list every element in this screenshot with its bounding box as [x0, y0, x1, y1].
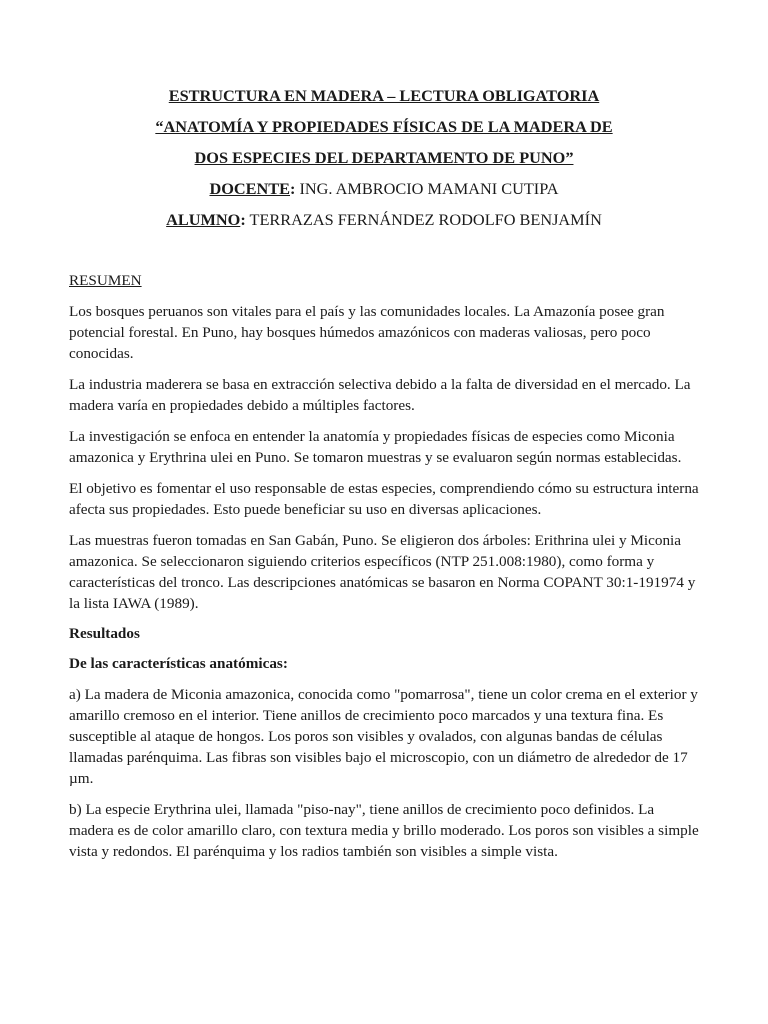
alumno-colon: :: [240, 210, 246, 229]
resultados-heading: Resultados: [69, 625, 140, 642]
document-page: [69, 86, 699, 872]
resumen-paragraph-1: Los bosques peruanos son vitales para el país y las comunidades locales. La Amazonía posee gran potencial forestal. En Puno, hay bosques húmedos amazónicos con maderas valiosas, pero poco conocidas.: [69, 303, 665, 362]
resumen-paragraph-5: Las muestras fueron tomadas en San Gabán, Puno. Se eligieron dos árboles: Erithrina ulei y Miconia amazonica. Se seleccionaron siguiendo criterios específicos (NTP 251.008:1980), como forma y características del tronco. Las descripciones anatómicas se basaron en Norma COPANT 30:1-191974 y la lista IAWA (1989).: [69, 532, 696, 612]
document-title-line-2-text: DOS ESPECIES DEL DEPARTAMENTO DE PUNO”: [194, 148, 574, 167]
docente-label: DOCENTE: [209, 179, 290, 198]
resumen-heading: RESUMEN: [69, 272, 142, 289]
docente-line: [69, 179, 699, 199]
docente-value: ING. AMBROCIO MAMANI CUTIPA: [295, 179, 559, 198]
spacer: [69, 241, 699, 271]
resumen-paragraph-4: El objetivo es fomentar el uso responsable de estas especies, comprendiendo cómo su estructura interna afecta sus propiedades. Esto puede beneficiar su uso en diversas aplicaciones.: [69, 480, 699, 518]
document-title-line-1-text: “ANATOMÍA Y PROPIEDADES FÍSICAS DE LA MADERA DE: [155, 117, 613, 136]
docente-colon: :: [290, 179, 296, 198]
resultados-paragraph-b: b) La especie Erythrina ulei, llamada "piso-nay", tiene anillos de crecimiento poco definidos. La madera es de color amarillo claro, con textura media y brillo moderado. Los poros son visibles a simple vista y redondos. El parénquima y los radios también son visibles a simple vista.: [69, 801, 699, 860]
anatomicas-subheading: De las características anatómicas:: [69, 655, 288, 672]
alumno-label: ALUMNO: [166, 210, 241, 229]
course-title: ESTRUCTURA EN MADERA – LECTURA OBLIGATORIA: [168, 86, 600, 105]
alumno-line: [69, 210, 699, 230]
resumen-paragraph-3: La investigación se enfoca en entender la anatomía y propiedades físicas de especies como Miconia amazonica y Erythrina ulei en Puno. Se tomaron muestras y se evaluaron según normas establecidas.: [69, 428, 682, 466]
resultados-paragraph-a: a) La madera de Miconia amazonica, conocida como "pomarrosa", tiene un color crema en el exterior y amarillo cremoso en el interior. Tiene anillos de crecimiento poco marcados y una textura fina. Es susceptible al ataque de hongos. Los poros son visibles y ovalados, con algunas bandas de células llamadas parénquima. Las fibras son visibles bajo el microscopio, con un diámetro de alrededor de 17 µm.: [69, 686, 698, 787]
alumno-value: TERRAZAS FERNÁNDEZ RODOLFO BENJAMÍN: [245, 210, 602, 229]
document-title-line-1: [69, 117, 699, 137]
resumen-paragraph-2: La industria maderera se basa en extracción selectiva debido a la falta de diversidad en el mercado. La madera varía en propiedades debido a múltiples factores.: [69, 376, 691, 414]
document-title-line-2: [69, 148, 699, 168]
